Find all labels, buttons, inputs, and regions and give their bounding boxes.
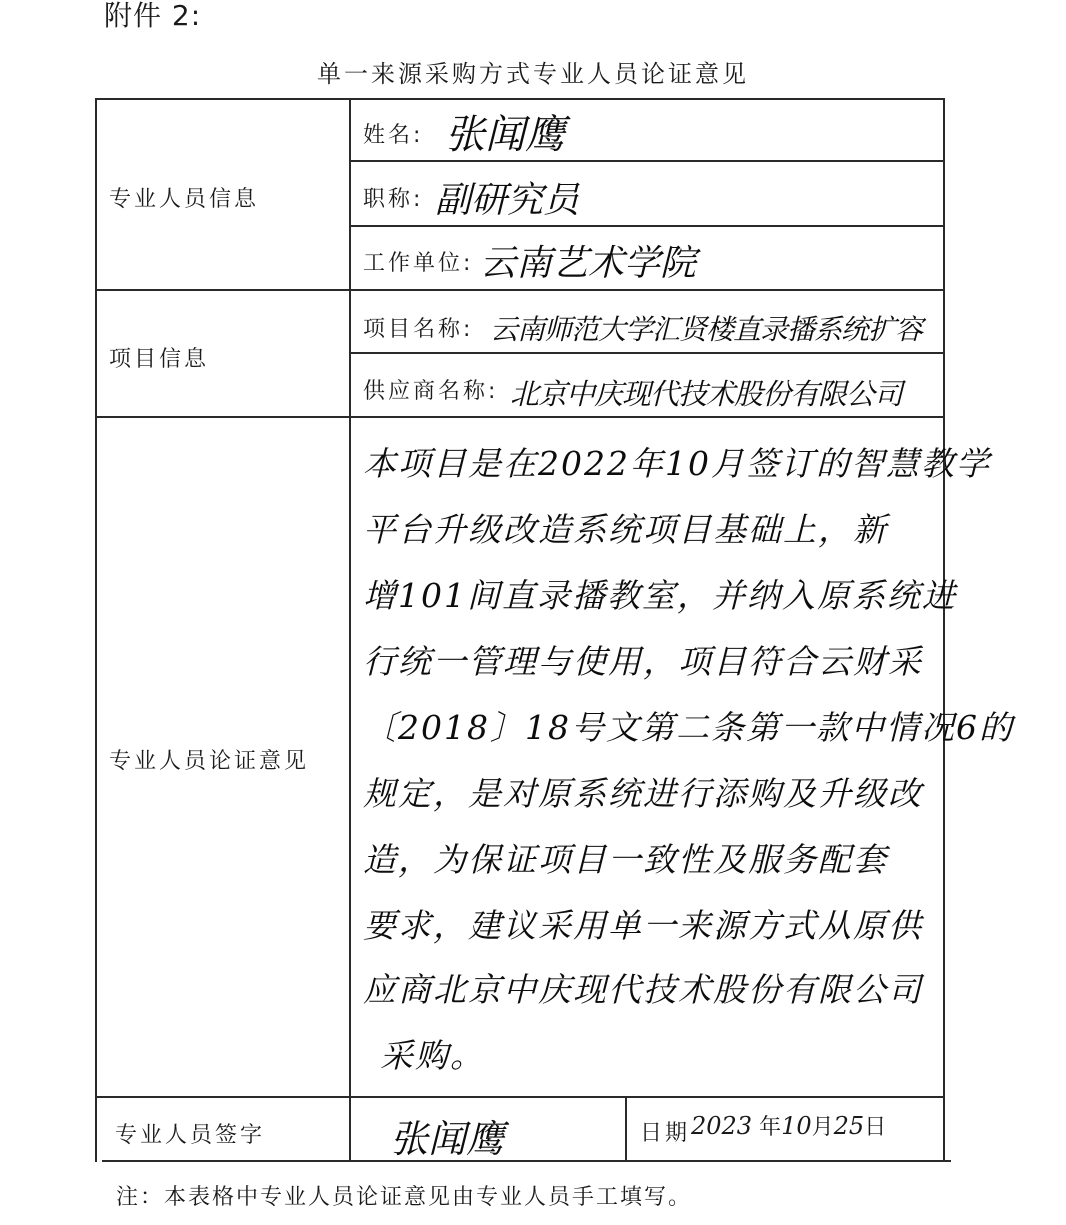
- name-value: 张闻鹰: [445, 112, 565, 158]
- divider-after-project-info: [95, 416, 945, 418]
- opinion-section-label: 专业人员论证意见: [109, 749, 310, 774]
- border-top: [95, 98, 943, 100]
- opinion-line: 应商北京中庆现代技术股份有限公司: [363, 970, 923, 1009]
- work-unit-label: 工作单位:: [363, 251, 474, 276]
- divider-name-row: [349, 160, 945, 162]
- date-year-unit: 年: [759, 1115, 782, 1140]
- opinion-line: 行统一管理与使用，项目符合云财采: [363, 642, 923, 681]
- attachment-label: 附件 2:: [104, 0, 202, 32]
- supplier-name-value: 北京中庆现代技术股份有限公司: [510, 377, 903, 411]
- date-label: 日期: [640, 1121, 691, 1146]
- opinion-line: 造，为保证项目一致性及服务配套: [363, 840, 888, 879]
- opinion-line: 规定，是对原系统进行添购及升级改: [363, 774, 923, 813]
- divider-after-opinion: [95, 1096, 945, 1098]
- border-right: [943, 98, 945, 1162]
- signature-value: 张闻鹰: [390, 1117, 505, 1161]
- title-label: 职称:: [363, 187, 424, 212]
- expert-info-section-label: 专业人员信息: [109, 187, 260, 212]
- date-divider: [625, 1098, 627, 1162]
- column-divider: [349, 98, 351, 1162]
- divider-after-expert-info: [95, 289, 945, 291]
- date-month-unit: 月: [811, 1115, 834, 1140]
- date-year: 2023: [691, 1112, 753, 1140]
- project-info-section-label: 项目信息: [109, 347, 210, 372]
- opinion-line: 本项目是在2022年10月签订的智慧教学: [363, 444, 991, 483]
- project-name-value: 云南师范大学汇贤楼直录播系统扩容: [490, 313, 923, 346]
- form-title: 单一来源采购方式专业人员论证意见: [317, 60, 749, 88]
- date-day-unit: 日: [864, 1115, 887, 1140]
- divider-title-row: [349, 225, 945, 227]
- opinion-line: 增101间直录播教室，并纳入原系统进: [363, 576, 957, 615]
- opinion-line: 采购。: [380, 1036, 485, 1075]
- date-month: 10: [781, 1112, 812, 1140]
- border-left: [95, 98, 97, 1162]
- footer-note: 注：本表格中专业人员论证意见由专业人员手工填写。: [116, 1185, 693, 1210]
- border-bottom: [102, 1160, 951, 1162]
- opinion-line: 〔2018〕18号文第二条第一款中情况6的: [363, 708, 1014, 747]
- project-name-label: 项目名称:: [363, 317, 474, 342]
- divider-project-row: [349, 352, 945, 354]
- work-unit-value: 云南艺术学院: [480, 243, 697, 284]
- title-value: 副研究员: [435, 180, 580, 221]
- signature-label: 专业人员签字: [115, 1123, 266, 1148]
- name-label: 姓名:: [363, 123, 424, 148]
- opinion-line: 要求，建议采用单一来源方式从原供: [363, 906, 923, 945]
- supplier-name-label: 供应商名称:: [363, 379, 499, 404]
- form-table: [95, 98, 1014, 1162]
- date-day: 25: [833, 1112, 865, 1140]
- opinion-line: 平台升级改造系统项目基础上，新: [363, 510, 888, 549]
- date-field: [691, 1110, 886, 1141]
